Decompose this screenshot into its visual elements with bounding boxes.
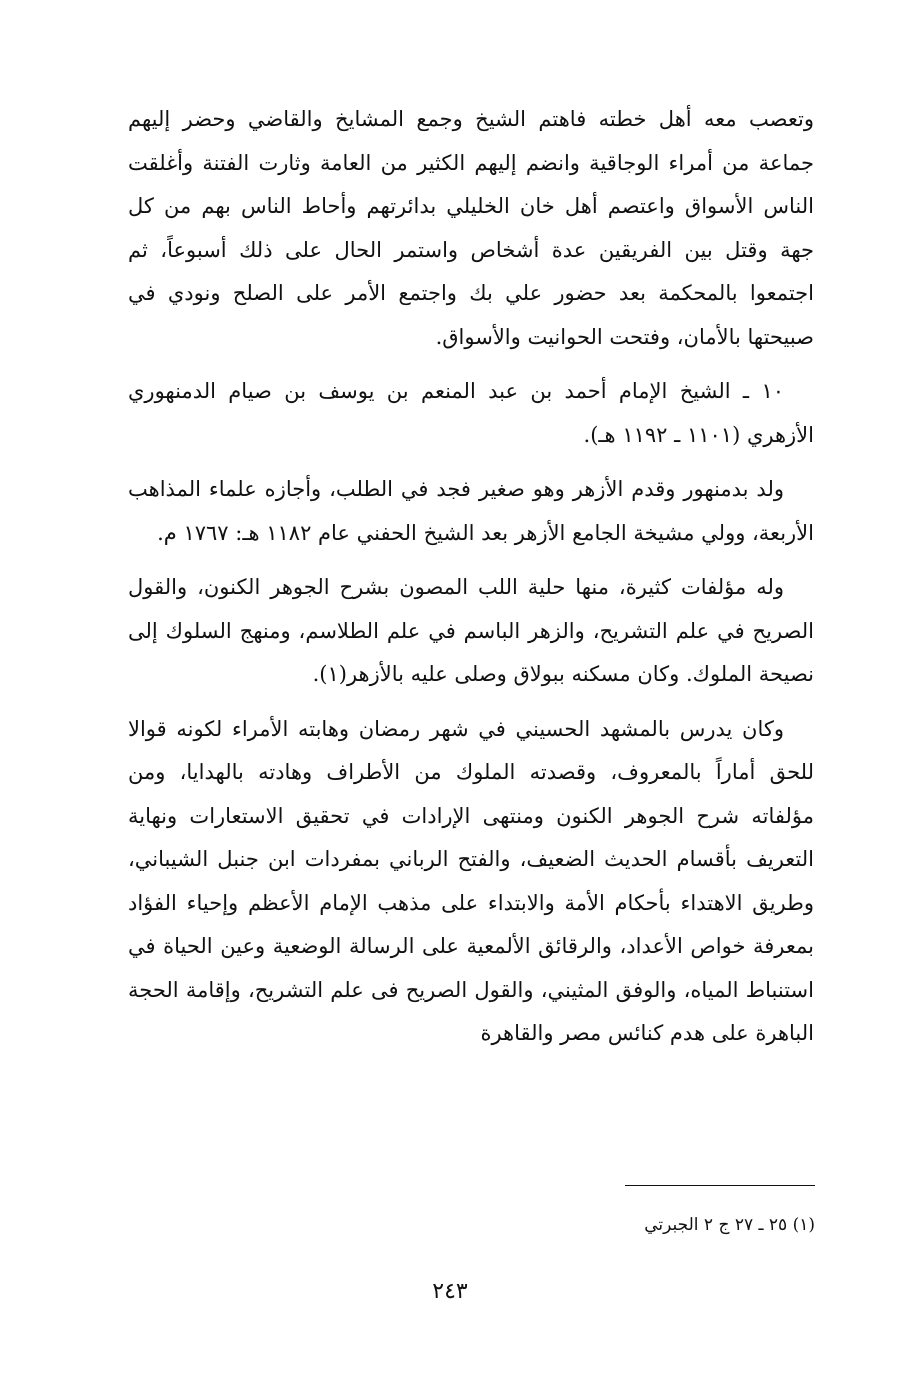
footnote-separator-line xyxy=(625,1185,815,1186)
paragraph-birth-and-career: ولد بدمنهور وقدم الأزهر وهو صغير فجد في الطلب، وأجازه علماء المذاهب الأربعة، وولي مشيخة الجامع الأزهر بعد الشيخ الحفني عام ١١٨٢ هـ: ١٧٦٧ م. xyxy=(128,477,814,545)
main-text-block xyxy=(128,98,814,1067)
paragraph-fitna-account: وتعصب معه أهل خطته فاهتم الشيخ وجمع المشايخ والقاضي وحضر إليهم جماعة من أمراء الوجاقية وانضم إليهم الكثير من العامة وثارت الفتنة وأغلقت الناس الأسواق واعتصم أهل خان الخليلي بدائرتهم وأحاط الناس بهم من كل جهة وقتل بين الفريقين عدة أشخاص واستمر الحال على ذلك أسبوعاً، ثم اجتمعوا بالمحكمة بعد حضور علي بك واجتمع الأمر على الصلح ونودي في صبيحتها بالأمان، وفتحت الحوانيت والأسواق. xyxy=(128,107,814,349)
paragraph-teaching-and-works: وكان يدرس بالمشهد الحسيني في شهر رمضان وهابته الأمراء لكونه قوالا للحق أماراً بالمعروف، وقصدته الملوك من الأطراف وهادته بالهدايا، ومن مؤلفاته شرح الجوهر الكنون ومنتهى الإرادات في تحقيق الاستعارات ونهاية التعريف بأقسام الحديث الضعيف، والفتح الرباني بمفردات ابن جنبل الشيباني، وطريق الاهتداء بأحكام الأمة والابتداء على مذهب الإمام الأعظم وإحياء الفؤاد بمعرفة خواص الأعداد، والرقائق الألمعية على الرسالة الوضعية وعين الحياة في استنباط المياه، والوفق المثيني، والقول الصريح فى علم التشريح، وإقامة الحجة الباهرة على هدم كنائس مصر والقاهرة xyxy=(128,716,814,1045)
paragraph-biography-heading: ١٠ ـ الشيخ الإمام أحمد بن عبد المنعم بن يوسف بن صيام الدمنهوري الأزهري (١١٠١ ـ ١١٩٢ هـ). xyxy=(128,379,814,447)
paragraph-works: وله مؤلفات كثيرة، منها حلية اللب المصون بشرح الجوهر الكنون، والقول الصريح في علم التشريح، والزهر الباسم في علم الطلاسم، ومنهج السلوك إلى نصيحة الملوك. وكان مسكنه ببولاق وصلى عليه بالأزهر(١). xyxy=(128,575,814,686)
footnote: (١) ٢٥ ـ ٢٧ ج ٢ الجبرتي xyxy=(644,1215,815,1235)
page-number: ٢٤٣ xyxy=(432,1279,468,1304)
